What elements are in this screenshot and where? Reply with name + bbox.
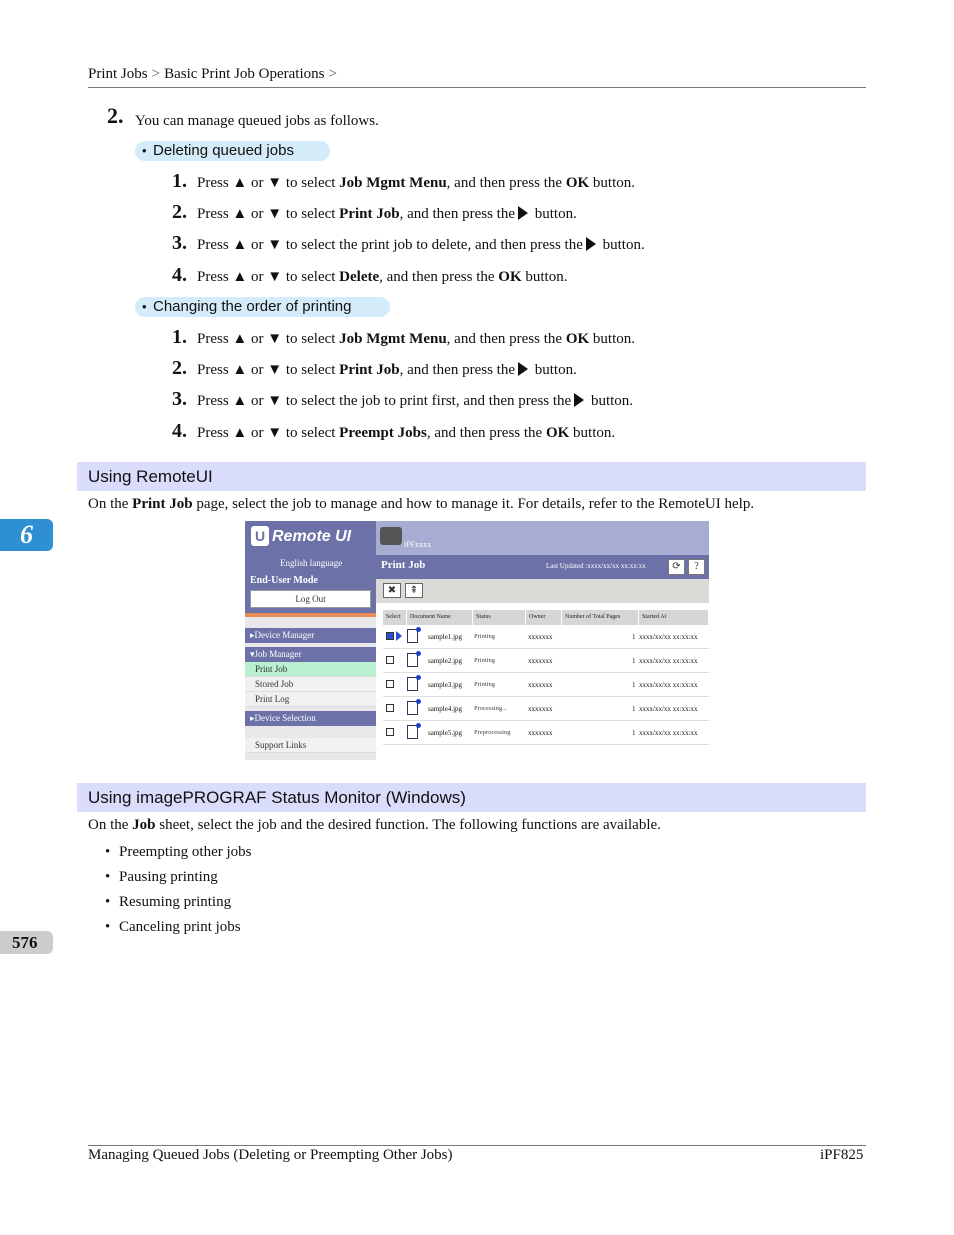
table-row[interactable] [383, 721, 709, 745]
user-mode-label: End-User Mode [250, 575, 318, 586]
current-job-icon [396, 631, 402, 641]
sidebar-item-job-manager[interactable]: ▾Job Manager [245, 647, 376, 662]
remoteui-description: On the Print Job page, select the job to manage and how to manage it. For details, refer to the RemoteUI help. [88, 496, 755, 512]
step-text: Press ▲ or ▼ to select the job to print first, and then press the button. [197, 393, 634, 409]
chapter-tab: 6 [0, 519, 53, 551]
sidebar-item-print-log[interactable]: Print Log [245, 692, 376, 707]
refresh-icon[interactable]: ⟳ [668, 559, 685, 575]
started-at: xxxx/xx/xx xx:xx:xx [639, 681, 698, 689]
section-using-remoteui: Using RemoteUI [77, 462, 866, 491]
step-number: 2. [172, 357, 187, 379]
step-text: Press ▲ or ▼ to select Preempt Jobs, and then press the OK button. [197, 425, 616, 441]
select-checkbox[interactable] [386, 728, 394, 736]
subsection-deleting-queued-jobs: • Deleting queued jobs [135, 141, 330, 161]
function-list-item: • Preempting other jobs [107, 842, 251, 862]
total-pages: 1 [632, 633, 636, 641]
step-number: 3. [172, 388, 187, 410]
job-owner: xxxxxxx [528, 633, 553, 641]
step-text: Press ▲ or ▼ to select Print Job, and then press the button. [197, 362, 577, 378]
step-text: Press ▲ or ▼ to select Print Job, and then press the button. [197, 206, 577, 222]
select-checkbox[interactable] [386, 680, 394, 688]
sidebar-item-device-manager[interactable]: ▸Device Manager [245, 628, 376, 643]
sidebar-item-device-selection[interactable]: ▸Device Selection [245, 711, 376, 726]
job-status: Printing [474, 633, 495, 640]
printer-icon [380, 527, 402, 545]
right-arrow-icon [518, 362, 528, 376]
document-icon [407, 629, 418, 643]
started-at: xxxx/xx/xx xx:xx:xx [639, 705, 698, 713]
step-text: Press ▲ or ▼ to select Delete, and then press the OK button. [197, 269, 568, 285]
job-status: Preprocessing [474, 729, 511, 736]
remote-ui-logo-icon: U [251, 526, 269, 546]
breadcrumb-item-basic-operations[interactable]: Basic Print Job Operations [164, 66, 325, 82]
column-header: Owner [526, 610, 562, 625]
breadcrumb-separator: > [151, 66, 161, 82]
footer-title: Managing Queued Jobs (Deleting or Preempting Other Jobs) [88, 1147, 453, 1163]
document-name[interactable]: sample3.jpg [428, 681, 463, 689]
sidebar-item-stored-job[interactable]: Stored Job [245, 677, 376, 692]
document-name[interactable]: sample5.jpg [428, 729, 463, 737]
status-monitor-description: On the Job sheet, select the job and the desired function. The following functions are available. [88, 817, 661, 833]
last-updated: Last Updated :xxxx/xx/xx xx:xx:xx [546, 562, 646, 570]
function-list-item: • Canceling print jobs [107, 917, 241, 937]
job-status: Printing [474, 681, 495, 688]
function-list-item: • Resuming printing [107, 892, 231, 912]
intro-text: You can manage queued jobs as follows. [135, 113, 379, 129]
job-toolbar [376, 579, 709, 603]
step-text: Press ▲ or ▼ to select the print job to delete, and then press the button. [197, 237, 645, 253]
remote-ui-logo-box [245, 521, 376, 613]
document-icon [407, 725, 418, 739]
step-number: 2. [172, 201, 187, 223]
job-owner: xxxxxxx [528, 681, 553, 689]
job-owner: xxxxxxx [528, 705, 553, 713]
step-number: 1. [172, 326, 187, 348]
step-number: 3. [172, 232, 187, 254]
remote-ui-screenshot [245, 521, 709, 760]
document-icon [407, 653, 418, 667]
help-icon[interactable]: ? [688, 559, 705, 575]
job-owner: xxxxxxx [528, 657, 553, 665]
table-row[interactable] [383, 697, 709, 721]
document-name[interactable]: sample1.jpg [428, 633, 463, 641]
column-header: Select [383, 610, 407, 625]
breadcrumb [88, 66, 866, 88]
select-checkbox[interactable] [386, 656, 394, 664]
sidebar-divider [245, 613, 376, 617]
remote-ui-device-header [376, 521, 709, 555]
sidebar-item-print-job[interactable]: Print Job [245, 662, 376, 677]
document-icon [407, 701, 418, 715]
remote-ui-logo: U Remote UI [251, 526, 351, 546]
document-name[interactable]: sample4.jpg [428, 705, 463, 713]
job-status: Printing [474, 657, 495, 664]
started-at: xxxx/xx/xx xx:xx:xx [639, 657, 698, 665]
table-row[interactable] [383, 625, 709, 649]
select-checkbox[interactable] [386, 632, 394, 640]
move-to-top-icon[interactable]: ⇞ [405, 583, 423, 598]
section-using-status-monitor: Using imagePROGRAF Status Monitor (Windows) [77, 783, 866, 812]
step-number: 1. [172, 170, 187, 192]
select-checkbox[interactable] [386, 704, 394, 712]
total-pages: 1 [632, 705, 636, 713]
device-model: iPFxxxx [404, 540, 432, 549]
intro-step-number: 2. [107, 103, 124, 128]
function-list-item: • Pausing printing [107, 867, 218, 887]
right-arrow-icon [586, 237, 596, 251]
total-pages: 1 [632, 681, 636, 689]
delete-job-icon[interactable]: ✖ [383, 583, 401, 598]
step-number: 4. [172, 264, 187, 286]
page-title: Print Job [381, 559, 426, 571]
document-name[interactable]: sample2.jpg [428, 657, 463, 665]
column-header: Document Name [407, 610, 473, 625]
table-row[interactable] [383, 649, 709, 673]
step-text: Press ▲ or ▼ to select Job Mgmt Menu, and then press the OK button. [197, 175, 635, 191]
column-header: Started At [639, 610, 709, 625]
job-status: Processing... [474, 705, 508, 712]
logout-button[interactable]: Log Out [250, 590, 371, 608]
language-link[interactable]: English language [280, 558, 343, 568]
breadcrumb-separator: > [328, 66, 337, 82]
breadcrumb-item-print-jobs[interactable]: Print Jobs [88, 66, 148, 82]
step-number: 4. [172, 420, 187, 442]
page-number: 576 [0, 931, 53, 954]
right-arrow-icon [518, 206, 528, 220]
subsection-changing-order: • Changing the order of printing [135, 297, 390, 317]
column-header: Status [473, 610, 526, 625]
right-arrow-icon [574, 393, 584, 407]
document-icon [407, 677, 418, 691]
total-pages: 1 [632, 657, 636, 665]
sidebar-item-support-links[interactable]: Support Links [245, 738, 376, 753]
step-text: Press ▲ or ▼ to select Job Mgmt Menu, and then press the OK button. [197, 331, 635, 347]
started-at: xxxx/xx/xx xx:xx:xx [639, 729, 698, 737]
total-pages: 1 [632, 729, 636, 737]
footer-model: iPF825 [820, 1147, 864, 1163]
column-header: Number of Total Pages [562, 610, 639, 625]
remote-ui-main [376, 521, 709, 760]
table-row[interactable] [383, 673, 709, 697]
remote-ui-sidebar [245, 521, 376, 760]
page-title-bar [376, 555, 709, 579]
started-at: xxxx/xx/xx xx:xx:xx [639, 633, 698, 641]
job-owner: xxxxxxx [528, 729, 553, 737]
